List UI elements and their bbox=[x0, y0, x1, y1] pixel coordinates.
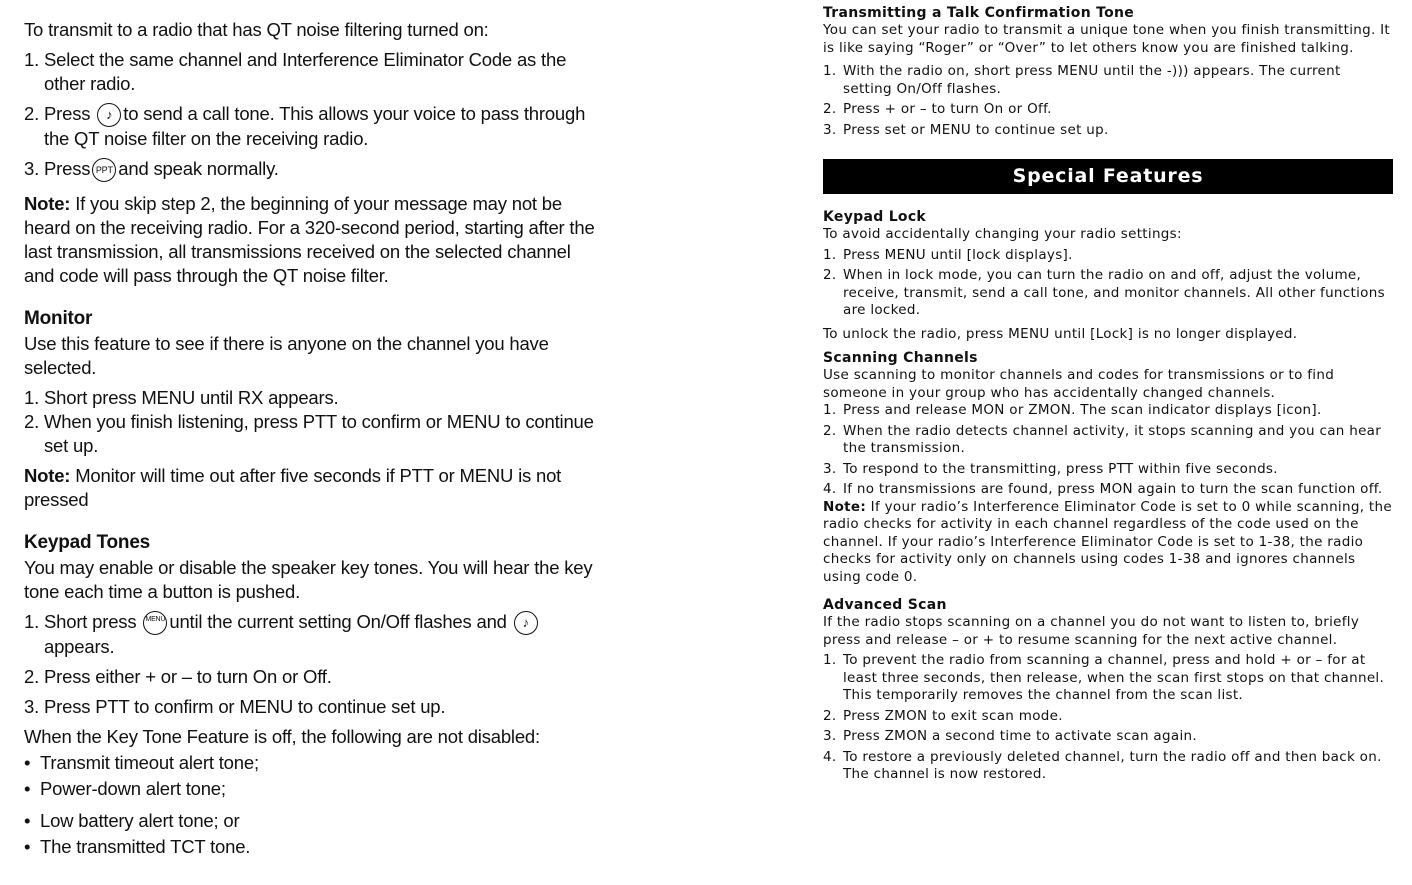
keypad-step-3: 3. Press PTT to confirm or MENU to continue set up. bbox=[24, 696, 446, 718]
scan-step-2: 2. When the radio detects channel activity, it stops scanning and you can hear the transmission. bbox=[823, 422, 1382, 456]
keypad-lock-heading: Keypad Lock bbox=[823, 209, 927, 225]
keypad-tones-heading: Keypad Tones bbox=[24, 532, 151, 554]
bullet-item: • Low battery alert tone; or bbox=[24, 810, 240, 832]
scan-step-3: 3. To respond to the transmitting, press PTT within five seconds. bbox=[823, 460, 1278, 477]
lock-step-1: 1. Press MENU until [lock displays]. bbox=[823, 246, 1073, 263]
monitor-step-1: 1. Short press MENU until RX appears. bbox=[24, 387, 339, 409]
qt-step-2: 2. Press ♪ to send a call tone. This allows your voice to pass through the QT noise filter on the receiving radio. bbox=[24, 103, 586, 150]
special-features-banner: Special Features bbox=[823, 159, 1393, 194]
monitor-step-2: 2. When you finish listening, press PTT to confirm or MENU to continue set up. bbox=[24, 411, 594, 457]
unlock-text: To unlock the radio, press MENU until [Lock] is no longer displayed. bbox=[823, 325, 1298, 342]
monitor-note: Note: Monitor will time out after five seconds if PTT or MENU is not pressed bbox=[24, 465, 562, 511]
ptt-icon: PPT bbox=[92, 158, 116, 182]
scanning-intro: Use scanning to monitor channels and codes for transmissions or to find someone in your group who has accidentally changed channels. bbox=[823, 367, 1335, 401]
bullet-item: • The transmitted TCT tone. bbox=[24, 836, 251, 858]
call-tone-icon: ♪ bbox=[97, 103, 121, 127]
bullet-item: • Transmit timeout alert tone; bbox=[24, 752, 259, 774]
scan-step-1: 1. Press and release MON or ZMON. The scan indicator displays [icon]. bbox=[823, 402, 1322, 418]
tct-heading: Transmitting a Talk Confirmation Tone bbox=[823, 5, 1135, 21]
scanning-heading: Scanning Channels bbox=[823, 350, 978, 366]
advanced-scan-intro: If the radio stops scanning on a channel you do not want to listen to, briefly press and release – or + to resume scanning for the next active channel. bbox=[823, 614, 1360, 648]
advanced-scan-heading: Advanced Scan bbox=[823, 597, 947, 613]
adv-step-1: 1. To prevent the radio from scanning a channel, press and hold + or – for at least three seconds, then release, when the scan first stops on that channel. This temporarily removes the channel from the scan list. bbox=[823, 652, 1385, 703]
right-column bbox=[823, 4, 1393, 784]
monitor-intro: Use this feature to see if there is anyone on the channel you have selected. bbox=[24, 333, 549, 379]
scan-step-4: 4. If no transmissions are found, press MON again to turn the scan function off. bbox=[823, 481, 1383, 497]
menu-icon: MENU bbox=[143, 611, 167, 635]
qt-step-3: 3. Press PPT and speak normally. bbox=[24, 157, 604, 182]
left-column bbox=[24, 18, 604, 859]
lock-step-2: 2. When in lock mode, you can turn the radio on and off, adjust the volume, receive, transmit, send a call tone, and monitor channels. All other functions are locked. bbox=[823, 267, 1385, 318]
tct-step-1: 1. With the radio on, short press MENU until the -))) appears. The current setting On/Off flashes. bbox=[823, 63, 1341, 97]
call-tone-icon: ♪ bbox=[514, 611, 538, 635]
keypad-step-1: 1. Short press MENU until the current setting On/Off flashes and ♪ appears. bbox=[24, 610, 604, 659]
tct-step-3: 3. Press set or MENU to continue set up. bbox=[823, 121, 1109, 138]
qt-note: Note: If you skip step 2, the beginning of your message may not be heard on the receiving radio. For a 320-second period, starting after the last transmission, all transmissions received on the selected channel and code will pass through the QT noise filter. bbox=[24, 193, 595, 287]
keypad-step-2: 2. Press either + or – to turn On or Off. bbox=[24, 666, 332, 688]
tct-intro: You can set your radio to transmit a unique tone when you finish transmitting. It is like saying “Roger” or “Over” to let others know you are finished talking. bbox=[823, 22, 1391, 56]
adv-step-4: 4. To restore a previously deleted channel, turn the radio off and then back on. The channel is now restored. bbox=[823, 748, 1382, 782]
qt-step-1: 1. Select the same channel and Interference Eliminator Code as the other radio. bbox=[24, 49, 567, 94]
keypad-lock-intro: To avoid accidentally changing your radio settings: bbox=[823, 226, 1182, 242]
keypad-tones-intro: You may enable or disable the speaker key tones. You will hear the key tone each time a button is pushed. bbox=[24, 557, 593, 603]
adv-step-3: 3. Press ZMON a second time to activate scan again. bbox=[823, 728, 1197, 744]
tct-step-2: 2. Press + or – to turn On or Off. bbox=[823, 101, 1052, 117]
qt-intro: To transmit to a radio that has QT noise filtering turned on: bbox=[24, 19, 489, 40]
keytone-off-text: When the Key Tone Feature is off, the following are not disabled: bbox=[24, 726, 540, 748]
scan-note: Note: If your radio’s Interference Eliminator Code is set to 0 while scanning, the radio checks for activity in each channel regardless of the code used on the channel. If your radio’s Interference Eliminator Code is set to 1-38, the radio checks for activity only on channels using codes 1-38 and ignores channels using code 0. bbox=[823, 498, 1392, 585]
adv-step-2: 2. Press ZMON to exit scan mode. bbox=[823, 707, 1063, 724]
bullet-item: • Power-down alert tone; bbox=[24, 778, 226, 800]
monitor-heading: Monitor bbox=[24, 308, 93, 330]
